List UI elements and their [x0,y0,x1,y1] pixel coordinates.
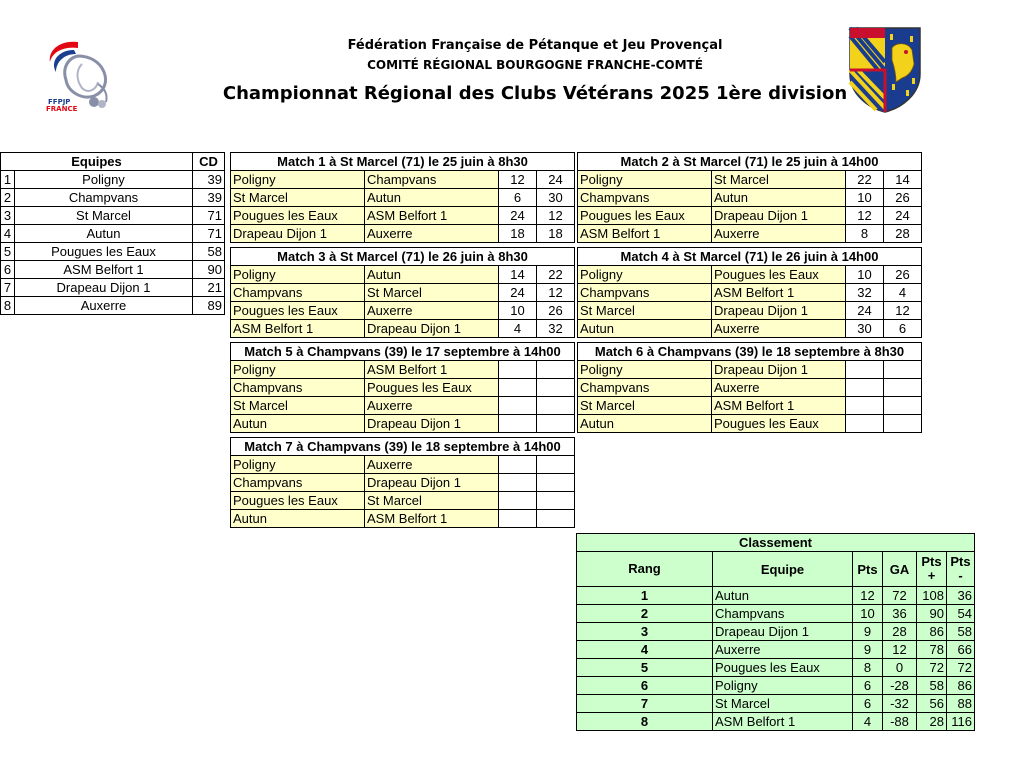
rank-points-for: 90 [917,605,947,623]
away-score: 12 [884,302,922,320]
home-score: 24 [846,302,884,320]
team-name: St Marcel [15,207,193,225]
away-score: 12 [537,207,575,225]
rank-number: 2 [577,605,713,623]
game-row [231,379,575,397]
committee-title: COMITÉ RÉGIONAL BOURGOGNE FRANCHE-COMTÉ [367,58,703,72]
away-team: Drapeau Dijon 1 [365,474,499,492]
home-team: Autun [231,510,365,528]
team-row [1,261,225,279]
away-team: Pougues les Eaux [712,415,846,433]
team-number: 4 [1,225,15,243]
match-block-6 [577,342,922,433]
ranking-row [577,713,975,731]
team-row [1,243,225,261]
ranking-table [576,533,975,731]
team-name: Auxerre [15,297,193,315]
away-score: 30 [537,189,575,207]
away-score [537,361,575,379]
ranking-row [577,677,975,695]
rank-goal-average: 12 [883,641,917,659]
away-team: ASM Belfort 1 [712,284,846,302]
home-score: 6 [499,189,537,207]
team-name: Drapeau Dijon 1 [15,279,193,297]
team-name: Poligny [15,171,193,189]
rank-team: Auxerre [713,641,853,659]
rank-goal-average: -28 [883,677,917,695]
away-team: Drapeau Dijon 1 [712,302,846,320]
home-score [846,397,884,415]
away-team: Auxerre [365,397,499,415]
home-team: Pougues les Eaux [231,492,365,510]
team-row [1,171,225,189]
away-score [537,474,575,492]
rank-points-against: 88 [947,695,975,713]
rank-points-for: 108 [917,587,947,605]
rank-points-against: 72 [947,659,975,677]
game-row [231,474,575,492]
team-number: 1 [1,171,15,189]
rank-points: 4 [853,713,883,731]
home-team: Poligny [578,171,712,189]
game-row [578,284,922,302]
rank-number: 6 [577,677,713,695]
home-team: Poligny [231,456,365,474]
home-team: Champvans [578,284,712,302]
home-team: St Marcel [231,397,365,415]
rank-points: 6 [853,695,883,713]
game-row [578,302,922,320]
rang-header: Rang [577,552,713,587]
rank-points: 6 [853,677,883,695]
away-team: Auxerre [712,225,846,243]
away-score: 26 [537,302,575,320]
match-title-row [231,343,575,361]
away-team: St Marcel [712,171,846,189]
rank-points-against: 86 [947,677,975,695]
teams-header-row [1,153,225,171]
rank-goal-average: -88 [883,713,917,731]
team-cd: 90 [193,261,225,279]
rank-points-for: 58 [917,677,947,695]
home-team: Autun [578,320,712,338]
game-row [231,397,575,415]
team-cd: 89 [193,297,225,315]
rank-team: Drapeau Dijon 1 [713,623,853,641]
rank-team: ASM Belfort 1 [713,713,853,731]
game-row [578,225,922,243]
svg-text:FRANCE: FRANCE [46,105,78,112]
home-score: 8 [846,225,884,243]
home-score: 10 [499,302,537,320]
game-row [578,379,922,397]
ranking-title-row [577,534,975,552]
game-row [231,361,575,379]
away-score: 18 [537,225,575,243]
game-row [231,207,575,225]
away-score [884,361,922,379]
home-team: Champvans [578,189,712,207]
rank-points: 9 [853,641,883,659]
rank-number: 1 [577,587,713,605]
away-score [537,456,575,474]
ranking-row [577,695,975,713]
away-team: Champvans [365,171,499,189]
team-cd: 71 [193,207,225,225]
rank-number: 8 [577,713,713,731]
match-block-1 [230,152,575,243]
home-score [499,379,537,397]
rank-team: St Marcel [713,695,853,713]
away-team: ASM Belfort 1 [365,207,499,225]
svg-text:FFPJP: FFPJP [48,98,71,106]
rank-points: 12 [853,587,883,605]
rank-points-against: 66 [947,641,975,659]
rank-points: 9 [853,623,883,641]
match-block-5 [230,342,575,433]
away-team: Autun [712,189,846,207]
team-number: 3 [1,207,15,225]
rank-points: 8 [853,659,883,677]
home-team: St Marcel [231,189,365,207]
ranking-row [577,623,975,641]
team-row [1,279,225,297]
away-team: ASM Belfort 1 [365,361,499,379]
home-team: Champvans [231,474,365,492]
home-team: St Marcel [578,302,712,320]
away-score [537,415,575,433]
team-cd: 21 [193,279,225,297]
away-score: 6 [884,320,922,338]
rank-team: Champvans [713,605,853,623]
home-team: Pougues les Eaux [578,207,712,225]
home-score [499,361,537,379]
match-title: Match 5 à Champvans (39) le 17 septembre à 14h00 [231,343,575,361]
away-team: Auxerre [365,456,499,474]
away-score: 4 [884,284,922,302]
home-team: Poligny [231,361,365,379]
away-team: Drapeau Dijon 1 [365,415,499,433]
home-team: Poligny [231,171,365,189]
match-title-row [578,343,922,361]
home-team: St Marcel [578,397,712,415]
home-score [846,415,884,433]
home-team: Autun [578,415,712,433]
ranking-row [577,641,975,659]
ranking-title: Classement [577,534,975,552]
match-title-row [231,438,575,456]
home-score [846,361,884,379]
home-team: Autun [231,415,365,433]
away-score [537,379,575,397]
game-row [578,397,922,415]
away-score: 32 [537,320,575,338]
away-score: 12 [537,284,575,302]
away-team: Auxerre [712,320,846,338]
away-team: Auxerre [365,225,499,243]
away-team: ASM Belfort 1 [365,510,499,528]
home-team: ASM Belfort 1 [578,225,712,243]
team-row [1,297,225,315]
away-score [537,510,575,528]
home-score: 24 [499,207,537,225]
rank-points-for: 86 [917,623,947,641]
match-title-row [231,248,575,266]
home-score [499,474,537,492]
game-row [578,320,922,338]
team-row [1,189,225,207]
team-row [1,207,225,225]
away-team: Pougues les Eaux [712,266,846,284]
away-score: 24 [884,207,922,225]
away-team: Autun [365,266,499,284]
cd-header-label: CD [193,153,225,171]
home-team: Pougues les Eaux [231,207,365,225]
rank-goal-average: 28 [883,623,917,641]
team-number: 5 [1,243,15,261]
game-row [231,284,575,302]
home-score: 10 [846,266,884,284]
rank-number: 4 [577,641,713,659]
home-score [499,415,537,433]
home-team: Drapeau Dijon 1 [231,225,365,243]
match-title-row [231,153,575,171]
match-title: Match 1 à St Marcel (71) le 25 juin à 8h30 [231,153,575,171]
teams-table [0,152,225,315]
match-title: Match 3 à St Marcel (71) le 26 juin à 8h30 [231,248,575,266]
rank-goal-average: 36 [883,605,917,623]
rank-points-for: 28 [917,713,947,731]
game-row [231,456,575,474]
rank-points-against: 54 [947,605,975,623]
team-name: Pougues les Eaux [15,243,193,261]
home-score: 10 [846,189,884,207]
game-row [231,320,575,338]
rank-team: Pougues les Eaux [713,659,853,677]
rank-goal-average: 72 [883,587,917,605]
game-row [578,361,922,379]
team-name: Champvans [15,189,193,207]
match-block-4 [577,247,922,338]
away-team: Auxerre [365,302,499,320]
pts-header: Pts [853,552,883,587]
rank-number: 3 [577,623,713,641]
game-row [231,302,575,320]
away-score: 26 [884,266,922,284]
ranking-row [577,659,975,677]
match-title: Match 6 à Champvans (39) le 18 septembre à 8h30 [578,343,922,361]
home-score: 32 [846,284,884,302]
away-score: 28 [884,225,922,243]
rank-team: Autun [713,587,853,605]
away-team: ASM Belfort 1 [712,397,846,415]
home-score [499,510,537,528]
ranking-header-row [577,552,975,587]
home-score: 14 [499,266,537,284]
match-title: Match 7 à Champvans (39) le 18 septembre à 14h00 [231,438,575,456]
home-score: 4 [499,320,537,338]
match-block-7 [230,437,575,528]
game-row [578,415,922,433]
home-score: 12 [846,207,884,225]
team-number: 2 [1,189,15,207]
away-team: Drapeau Dijon 1 [365,320,499,338]
rank-points-against: 58 [947,623,975,641]
team-row [1,225,225,243]
pts-minus-header: Pts - [947,552,975,587]
match-title-row [578,153,922,171]
rank-points: 10 [853,605,883,623]
team-number: 6 [1,261,15,279]
rank-points-against: 36 [947,587,975,605]
rank-points-for: 56 [917,695,947,713]
game-row [231,266,575,284]
rank-points-against: 116 [947,713,975,731]
away-score [537,397,575,415]
away-score [884,415,922,433]
away-score: 26 [884,189,922,207]
home-score: 24 [499,284,537,302]
team-cd: 39 [193,189,225,207]
home-team: Champvans [578,379,712,397]
away-score [884,397,922,415]
match-title-row [578,248,922,266]
match-block-3 [230,247,575,338]
home-score: 30 [846,320,884,338]
home-score: 12 [499,171,537,189]
home-team: Poligny [231,266,365,284]
equipe-header: Equipe [713,552,853,587]
home-team: Champvans [231,379,365,397]
away-team: Drapeau Dijon 1 [712,361,846,379]
away-score [884,379,922,397]
team-number: 8 [1,297,15,315]
federation-title: Fédération Française de Pétanque et Jeu Provençal [347,38,723,53]
team-cd: 71 [193,225,225,243]
away-score: 24 [537,171,575,189]
home-score: 22 [846,171,884,189]
rank-points-for: 78 [917,641,947,659]
game-row [231,510,575,528]
ffpjp-logo [38,36,122,112]
home-team: Pougues les Eaux [231,302,365,320]
game-row [231,492,575,510]
away-team: St Marcel [365,284,499,302]
rank-goal-average: 0 [883,659,917,677]
rank-points-for: 72 [917,659,947,677]
home-team: Champvans [231,284,365,302]
away-team: Drapeau Dijon 1 [712,207,846,225]
home-score [499,456,537,474]
rank-number: 5 [577,659,713,677]
team-name: ASM Belfort 1 [15,261,193,279]
away-team: Auxerre [712,379,846,397]
rank-goal-average: -32 [883,695,917,713]
championship-title: Championnat Régional des Clubs Vétérans 2025 1ère division [222,83,848,104]
ranking-row [577,605,975,623]
home-score: 18 [499,225,537,243]
away-score: 14 [884,171,922,189]
team-number: 7 [1,279,15,297]
game-row [578,189,922,207]
home-team: Poligny [578,266,712,284]
game-row [231,415,575,433]
away-team: Autun [365,189,499,207]
game-row [578,171,922,189]
game-row [578,266,922,284]
team-cd: 39 [193,171,225,189]
home-score [499,397,537,415]
teams-header-label: Equipes [1,153,193,171]
game-row [578,207,922,225]
ga-header: GA [883,552,917,587]
rank-team: Poligny [713,677,853,695]
away-score: 22 [537,266,575,284]
team-cd: 58 [193,243,225,261]
rank-number: 7 [577,695,713,713]
home-team: ASM Belfort 1 [231,320,365,338]
match-title: Match 4 à St Marcel (71) le 26 juin à 14h00 [578,248,922,266]
away-team: St Marcel [365,492,499,510]
match-block-2 [577,152,922,243]
game-row [231,225,575,243]
away-score [537,492,575,510]
game-row [231,189,575,207]
ranking-row [577,587,975,605]
team-name: Autun [15,225,193,243]
home-team: Poligny [578,361,712,379]
home-score [846,379,884,397]
home-score [499,492,537,510]
game-row [231,171,575,189]
pts-plus-header: Pts + [917,552,947,587]
away-team: Pougues les Eaux [365,379,499,397]
match-title: Match 2 à St Marcel (71) le 25 juin à 14h00 [578,153,922,171]
